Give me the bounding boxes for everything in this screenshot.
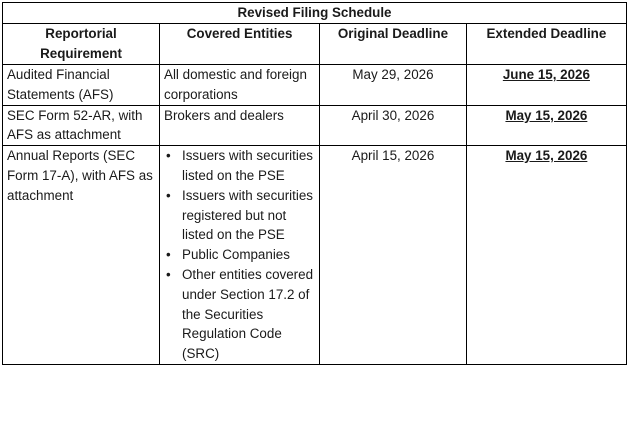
list-item: • Issuers with securities listed on the PSE bbox=[182, 146, 315, 186]
entities-cell: Brokers and dealers bbox=[160, 105, 320, 146]
header-covered-entities: Covered Entities bbox=[160, 24, 320, 65]
header-requirement: Reportorial Requirement bbox=[3, 24, 160, 65]
entities-cell: All domestic and foreign corporations bbox=[160, 65, 320, 106]
header-original-deadline: Original Deadline bbox=[320, 24, 467, 65]
original-deadline-cell: May 29, 2026 bbox=[320, 65, 467, 106]
extended-deadline-cell: June 15, 2026 bbox=[466, 65, 626, 106]
requirement-cell: Audited Financial Statements (AFS) bbox=[3, 65, 160, 106]
extended-deadline-cell: May 15, 2026 bbox=[466, 105, 626, 146]
filing-schedule-table bbox=[2, 2, 627, 365]
original-deadline-cell: April 15, 2026 bbox=[320, 146, 467, 365]
list-item: • Issuers with securities registered but not listed on the PSE bbox=[182, 186, 315, 245]
table-row bbox=[3, 65, 627, 106]
table-row bbox=[3, 105, 627, 146]
requirement-cell: SEC Form 52-AR, with AFS as attachment bbox=[3, 105, 160, 146]
header-extended-deadline: Extended Deadline bbox=[466, 24, 626, 65]
entities-list bbox=[164, 146, 315, 364]
list-item: • Public Companies bbox=[182, 245, 315, 265]
list-item: • Other entities covered under Section 17.2 of the Securities Regulation Code (SRC) bbox=[182, 265, 315, 364]
requirement-cell: Annual Reports (SEC Form 17-A), with AFS as attachment bbox=[3, 146, 160, 365]
original-deadline-cell: April 30, 2026 bbox=[320, 105, 467, 146]
extended-deadline-cell: May 15, 2026 bbox=[466, 146, 626, 365]
table-title: Revised Filing Schedule bbox=[3, 3, 627, 24]
entities-cell bbox=[160, 146, 320, 365]
table-row bbox=[3, 146, 627, 365]
